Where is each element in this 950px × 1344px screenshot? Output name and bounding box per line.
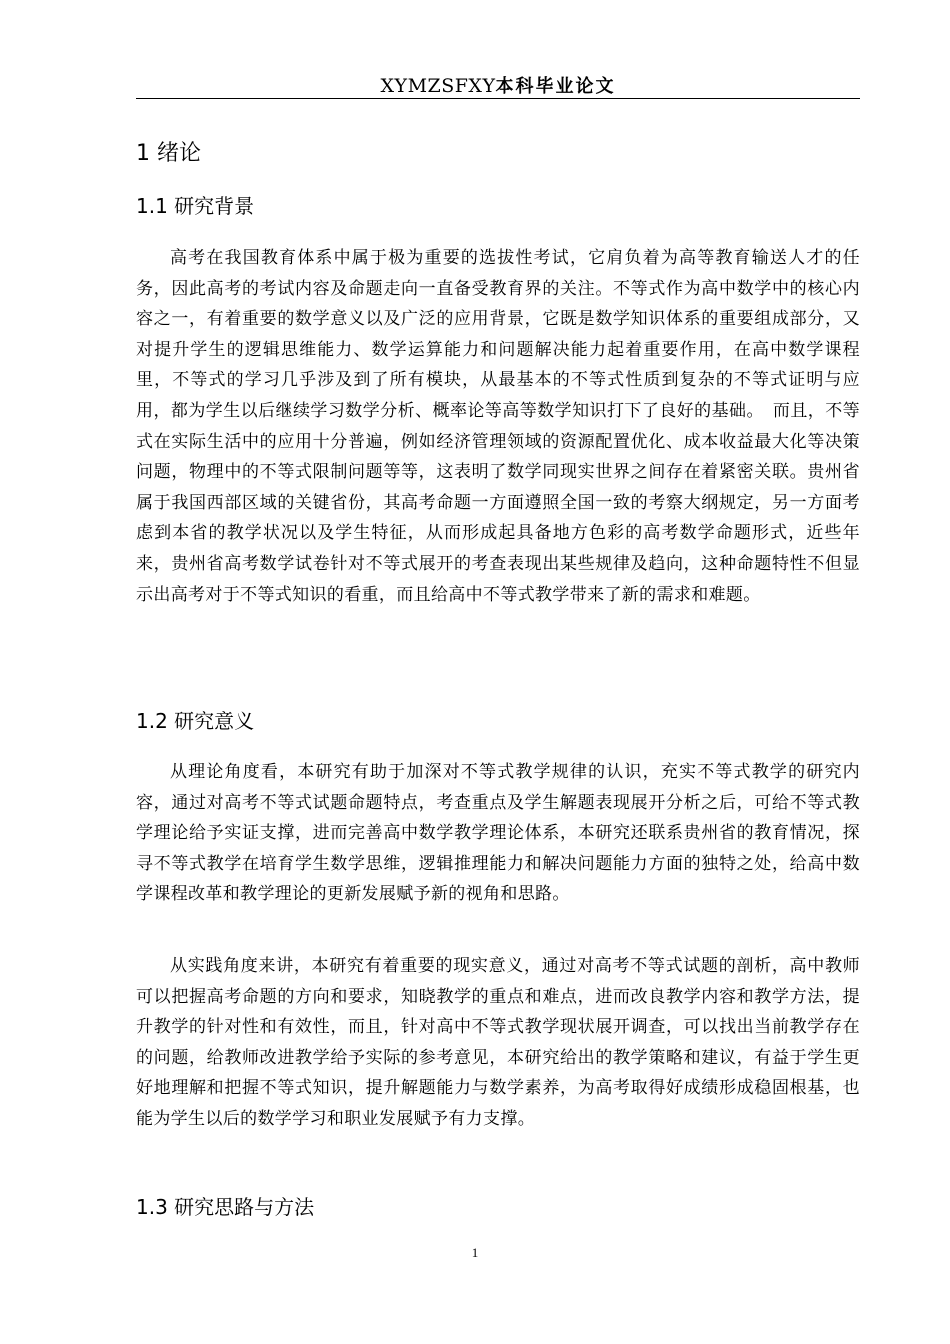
paragraph-significance-theory: 从理论角度看，本研究有助于加深对不等式教学规律的认识，充实不等式教学的研究内容，通过对高考不等式试题命题特点，考查重点及学生解题表现展开分析之后，可给不等式教学理论给予实证支撑，进而完善高中数学教学理论体系，本研究还联系贵州省的教育情况，探寻不等式教学在培育学生数学思维，逻辑推理能力和解决问题能力方面的独特之处，给高中数学课程改革和教学理论的更新发展赋予新的视角和思路。 <box>136 762 860 905</box>
paragraph-background: 高考在我国教育体系中属于极为重要的选拔性考试，它肩负着为高等教育输送人才的任务，因此高考的考试内容及命题走向一直备受教育界的关注。不等式作为高中数学中的核心内容之一，有着重要的数学意义以及广泛的应用背景，它既是数学知识体系的重要组成部分，又对提升学生的逻辑思维能力、数学运算能力和问题解决能力起着重要作用，在高中数学课程里，不等式的学习几乎涉及到了所有模块，从最基本的不等式性质到复杂的不等式证明与应用，都为学生以后继续学习数学分析、概率论等高等数学知识打下了良好的基础。 而且，不等式在实际生活中的应用十分普遍，例如经济管理领域的资源配置优化、成本收益最大化等决策问题，物理中的不等式限制问题等等，这表明了数学同现实世界之间存在着紧密关联。贵州省属于我国西部区域的关键省份，其高考命题一方面遵照全国一致的考察大纲规定，另一方面考虑到本省的教学状况以及学生特征，从而形成起具备地方色彩的高考数学命题形式，近些年来，贵州省高考数学试卷针对不等式展开的考查表现出某些规律及趋向，这种命题特性不但显示出高考对于不等式知识的看重，而且给高中不等式教学带来了新的需求和难题。 <box>136 248 860 605</box>
header-title: 本科毕业论文 <box>495 76 616 97</box>
section-heading-1-2: 1.2 研究意义 <box>136 709 255 733</box>
running-header <box>136 74 860 99</box>
header-rule <box>136 98 860 99</box>
section-heading-1-3: 1.3 研究思路与方法 <box>136 1195 315 1219</box>
paragraph-significance-practice: 从实践角度来讲，本研究有着重要的现实意义，通过对高考不等式试题的剖析，高中教师可以把握高考命题的方向和要求，知晓教学的重点和难点，进而改良教学内容和教学方法，提升教学的针对性和有效性，而且，针对高中不等式教学现状展开调查，可以找出当前教学存在的问题，给教师改进教学给予实际的参考意见，本研究给出的教学策略和建议，有益于学生更好地理解和把握不等式知识，提升解题能力与数学素养，为高考取得好成绩形成稳固根基，也能为学生以后的数学学习和职业发展赋予有力支撑。 <box>136 956 860 1129</box>
page-number: 1 <box>471 1245 479 1260</box>
header-latin: XYMZSFXY <box>380 75 496 97</box>
chapter-title: 1 绪论 <box>136 141 201 166</box>
section-heading-1-1: 1.1 研究背景 <box>136 194 255 218</box>
